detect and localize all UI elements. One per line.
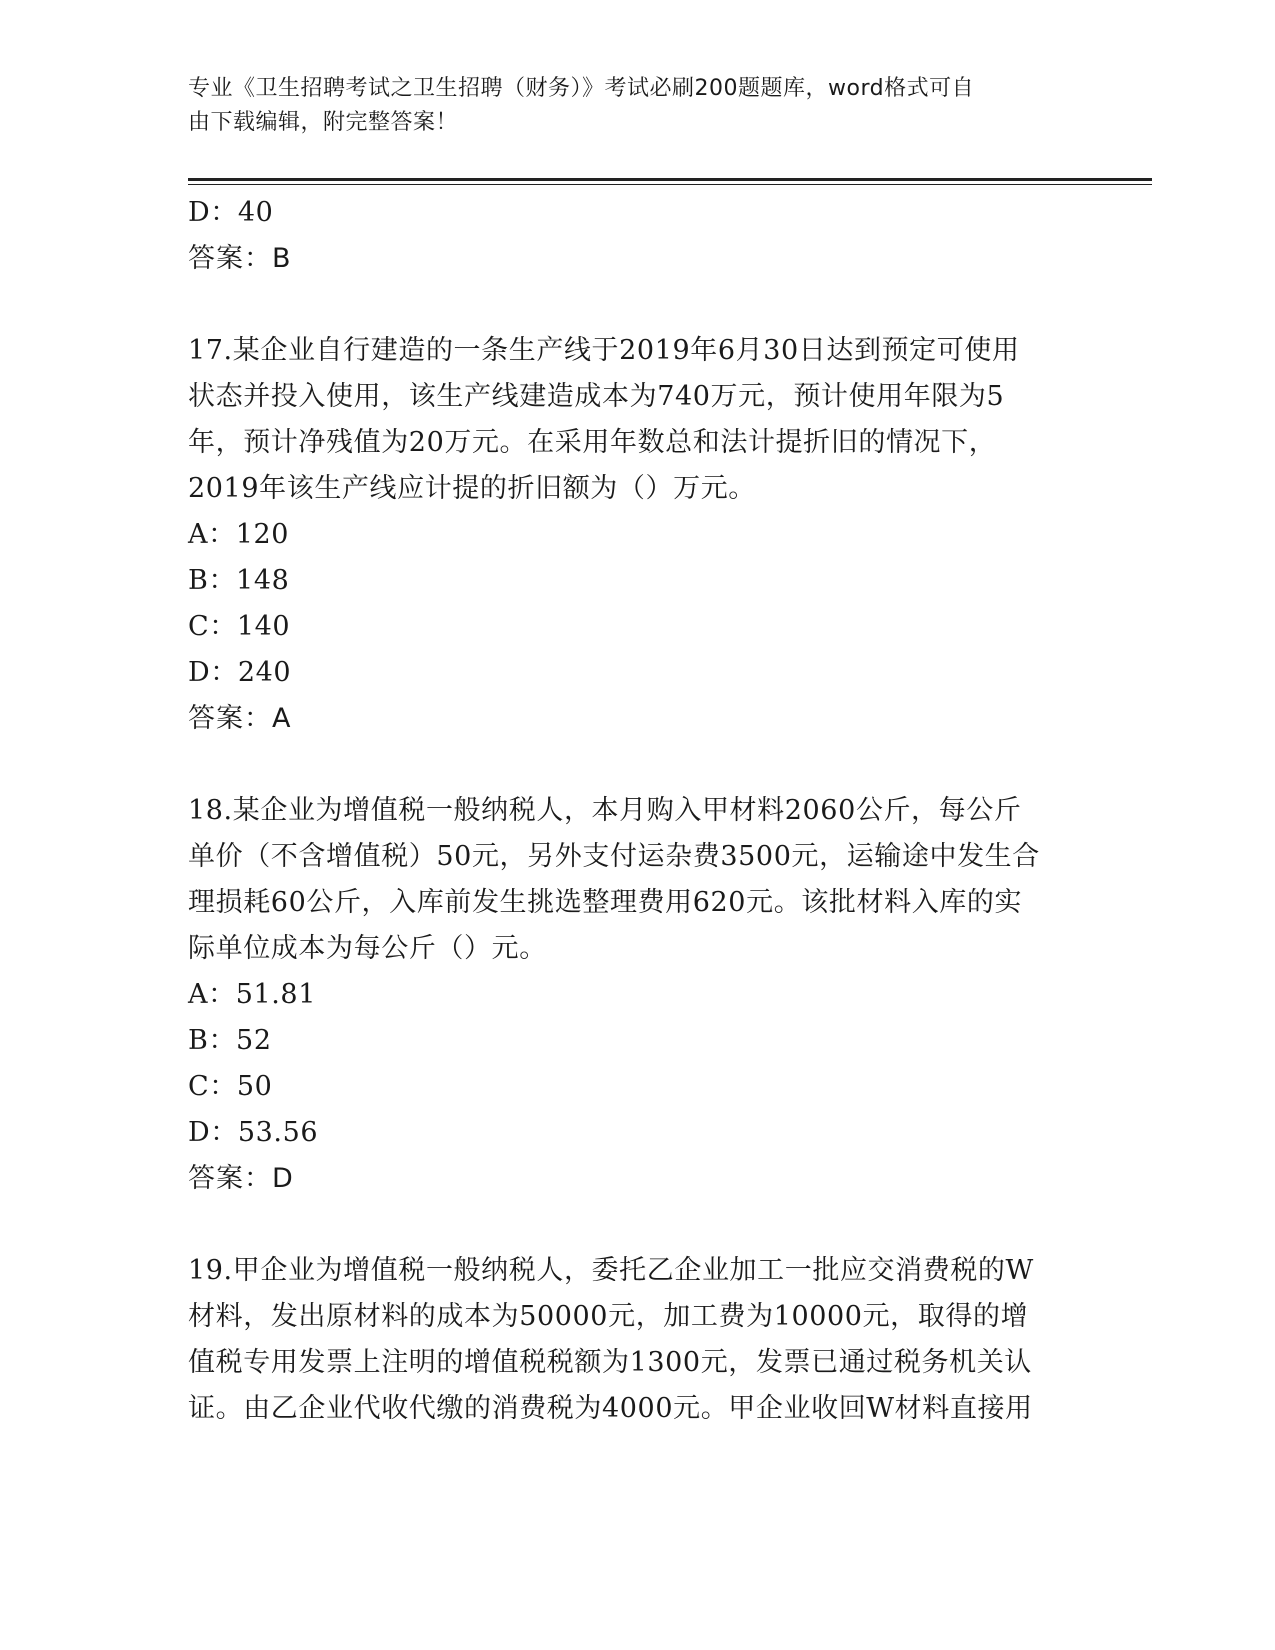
question-stem-line: 17.某企业自行建造的一条生产线于2019年6月30日达到预定可使用 bbox=[188, 335, 1020, 366]
question-18 bbox=[188, 788, 1088, 1202]
question-stem-line: 年，预计净残值为20万元。在采用年数总和法计提折旧的情况下， bbox=[188, 427, 997, 458]
answer-line: 答案：B bbox=[188, 243, 292, 274]
option-c: C：140 bbox=[188, 611, 291, 642]
spacer bbox=[188, 742, 1088, 788]
question-stem-line: 材料，发出原材料的成本为50000元，加工费为10000元，取得的增 bbox=[188, 1301, 1029, 1332]
previous-question-tail bbox=[188, 190, 1088, 282]
question-19 bbox=[188, 1248, 1088, 1432]
question-stem-line: 19.甲企业为增值税一般纳税人，委托乙企业加工一批应交消费税的W bbox=[188, 1255, 1034, 1286]
question-stem-line: 单价（不含增值税）50元，另外支付运杂费3500元，运输途中发生合 bbox=[188, 841, 1040, 872]
question-stem-line: 理损耗60公斤，入库前发生挑选整理费用620元。该批材料入库的实 bbox=[188, 887, 1023, 918]
question-stem-line: 证。由乙企业代收代缴的消费税为4000元。甲企业收回W材料直接用 bbox=[188, 1393, 1033, 1424]
option-d: D：240 bbox=[188, 657, 292, 688]
option-d: D：53.56 bbox=[188, 1117, 319, 1148]
question-stem-line: 值税专用发票上注明的增值税税额为1300元，发票已通过税务机关认 bbox=[188, 1347, 1032, 1378]
spacer bbox=[188, 282, 1088, 328]
header-line-2: 由下载编辑，附完整答案！ bbox=[188, 110, 459, 135]
header-line-1: 专业《卫生招聘考试之卫生招聘（财务）》考试必刷200题题库，word格式可自 bbox=[188, 76, 975, 101]
spacer bbox=[188, 1202, 1088, 1248]
option-b: B：52 bbox=[188, 1025, 272, 1056]
question-stem-line: 2019年该生产线应计提的折旧额为（）万元。 bbox=[188, 473, 756, 504]
option-a: A：120 bbox=[188, 519, 290, 550]
question-17 bbox=[188, 328, 1088, 742]
question-stem-line: 际单位成本为每公斤（）元。 bbox=[188, 933, 547, 964]
answer-line: 答案：D bbox=[188, 1163, 294, 1194]
document-body bbox=[188, 190, 1088, 1432]
option-d: D：40 bbox=[188, 197, 274, 228]
header-divider-thick bbox=[188, 178, 1152, 181]
option-a: A：51.81 bbox=[188, 979, 316, 1010]
page-header bbox=[188, 72, 1068, 140]
question-stem-line: 18.某企业为增值税一般纳税人，本月购入甲材料2060公斤，每公斤 bbox=[188, 795, 1022, 826]
header-divider-thin bbox=[188, 184, 1152, 185]
question-stem-line: 状态并投入使用，该生产线建造成本为740万元，预计使用年限为5 bbox=[188, 381, 1005, 412]
option-c: C：50 bbox=[188, 1071, 273, 1102]
answer-line: 答案：A bbox=[188, 703, 292, 734]
option-b: B：148 bbox=[188, 565, 290, 596]
